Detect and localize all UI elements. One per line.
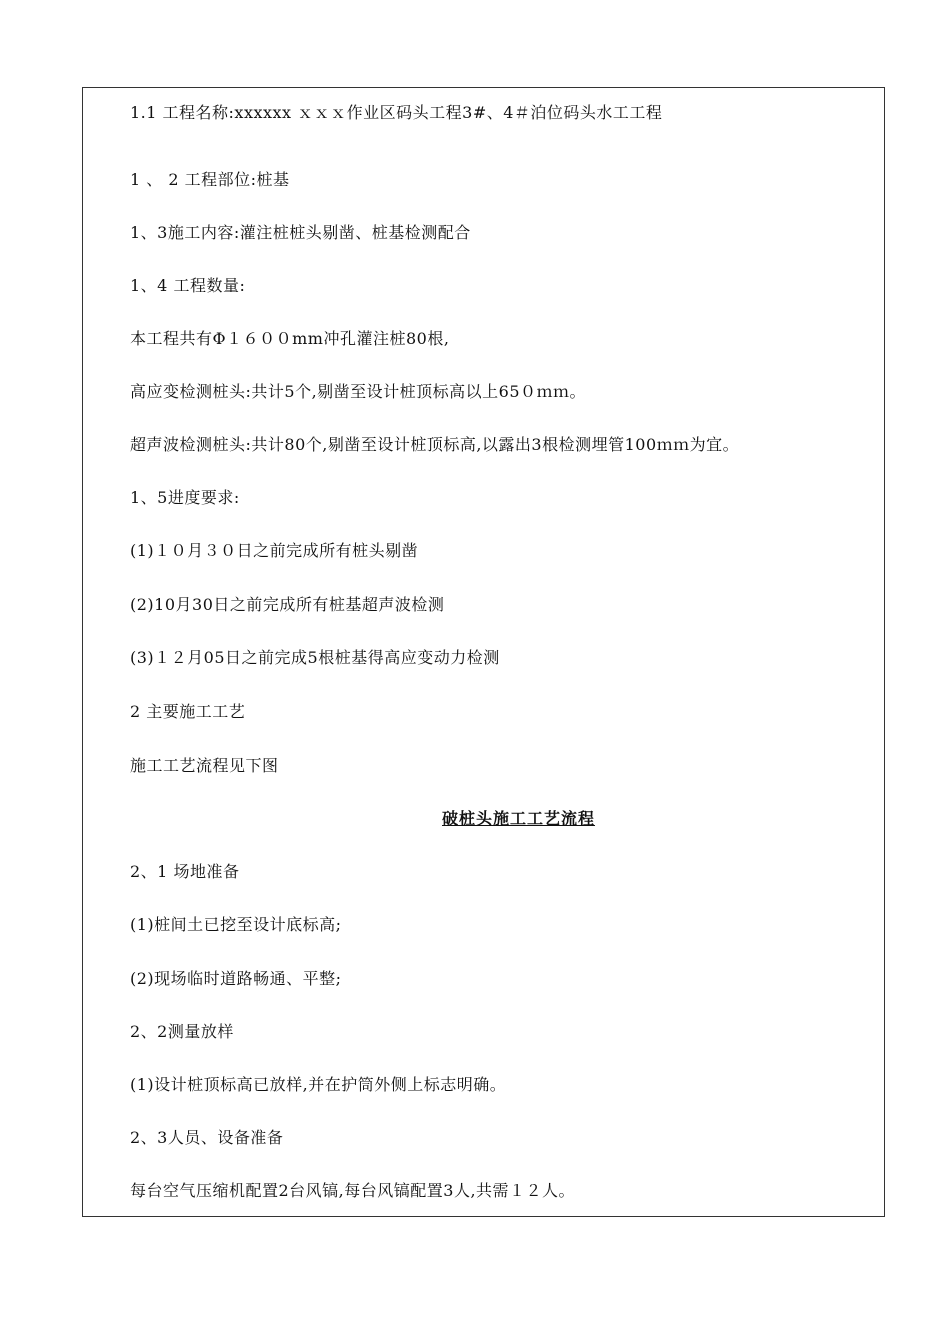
ultrasonic-test-text: 超声波检测桩头:共计80个,剔凿至设计桩顶标高,以露出3根检测埋管100ｍｍ为宜。 <box>130 435 740 454</box>
high-strain-test-text: 高应变检测桩头:共计5个,剔凿至设计桩顶标高以上65０ｍｍ。 <box>130 382 587 401</box>
site-prep-item-1: (1)桩间土已挖至设计底标高; <box>130 915 342 934</box>
pile-count-text: 本工程共有Φ１６００mm冲孔灌注桩80根, <box>130 329 450 348</box>
process-flow-intro: 施工工艺流程见下图 <box>130 756 279 775</box>
schedule-item-2: (2)10月30日之前完成所有桩基超声波检测 <box>130 595 445 614</box>
flow-title: 破桩头施工工艺流程 <box>442 809 596 828</box>
section-1-3-construction-content: 1、3施工内容:灌注桩桩头剔凿、桩基检测配合 <box>130 223 471 242</box>
section-1-4-quantity-heading: 1、4 工程数量: <box>130 276 246 295</box>
section-1-2-project-part: 1 、 2 工程部位:桩基 <box>130 170 290 189</box>
site-prep-item-2: (2)现场临时道路畅通、平整; <box>130 969 342 988</box>
schedule-item-1: (1)１０月３０日之前完成所有桩头剔凿 <box>130 541 419 560</box>
survey-item-1: (1)设计桩顶标高已放样,并在护筒外侧上标志明确。 <box>130 1075 507 1094</box>
section-2-2-survey-heading: 2、2测量放样 <box>130 1022 234 1041</box>
section-1-1-project-name: 1.1 工程名称:xxxxxx ｘｘｘ作业区码头工程3#、4＃泊位码头水工工程 <box>130 103 663 122</box>
section-1-5-schedule-heading: 1、5进度要求: <box>130 488 240 507</box>
section-2-heading: 2 主要施工工艺 <box>130 702 246 721</box>
staff-equipment-text: 每台空气压缩机配置2台风镐,每台风镐配置3人,共需１２人。 <box>130 1181 576 1200</box>
section-2-3-staff-heading: 2、3人员、设备准备 <box>130 1128 284 1147</box>
schedule-item-3: (3)１２月05日之前完成5根桩基得高应变动力检测 <box>130 648 500 667</box>
section-2-1-site-prep-heading: 2、1 场地准备 <box>130 862 240 881</box>
